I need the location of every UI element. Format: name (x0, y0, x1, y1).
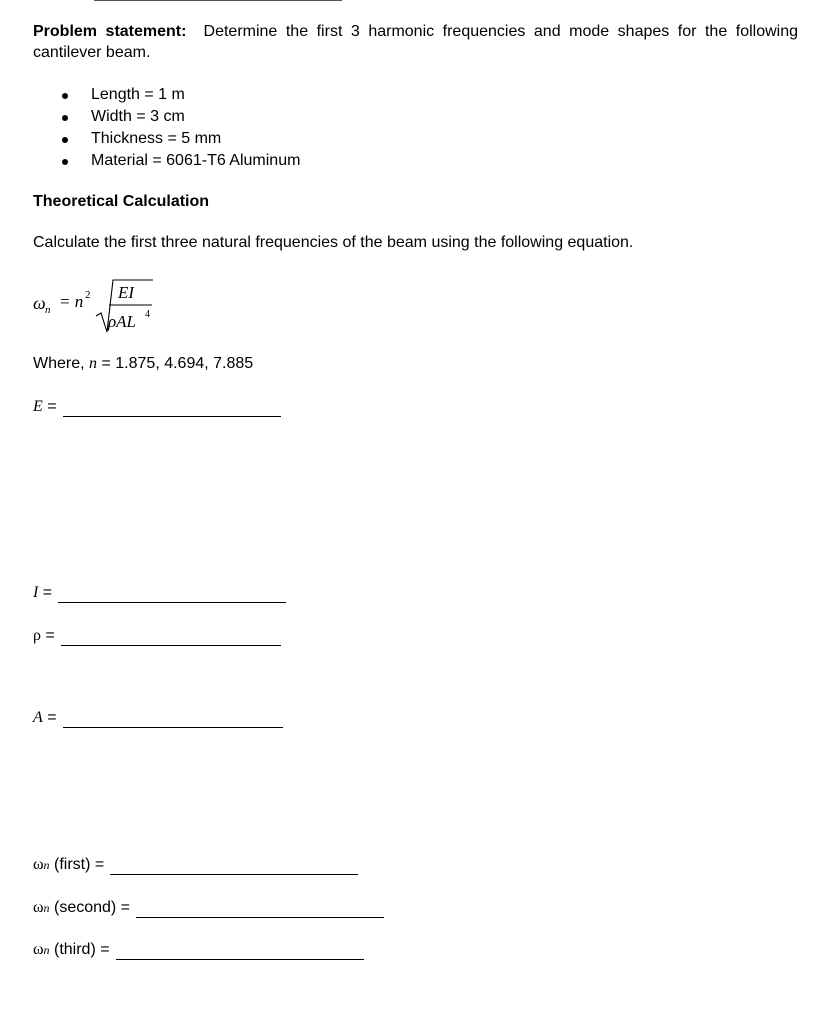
list-item: Thickness = 5 mm (0, 128, 300, 150)
bullet-icon (62, 137, 68, 143)
omega-third-field[interactable] (116, 943, 364, 960)
omega-second-row: ωn (second) = (33, 898, 384, 918)
top-divider (94, 0, 342, 1)
problem-label: Problem statement: (33, 23, 187, 40)
formula-numerator: EI (118, 283, 135, 302)
omega-third-row: ωn (third) = (33, 940, 364, 960)
i-answer-field[interactable] (58, 586, 286, 603)
list-item: Width = 3 cm (0, 106, 300, 128)
problem-text: Determine the first 3 harmonic frequencies and mode shapes for the following cantilever beam. (33, 23, 799, 61)
formula-omega: ω (33, 293, 46, 313)
list-item: Material = 6061-T6 Aluminum (0, 150, 300, 172)
list-item: Length = 1 m (0, 84, 300, 106)
section-title: Theoretical Calculation (33, 193, 210, 210)
e-answer-row: E = (33, 397, 281, 417)
rho-answer-field[interactable] (61, 629, 281, 646)
formula-sub-n: n (45, 304, 51, 316)
e-answer-field[interactable] (63, 400, 281, 417)
formula-denominator: ρAL (108, 312, 136, 331)
frequency-formula (30, 276, 160, 336)
omega-first-row: ωn (first) = (33, 855, 358, 875)
a-answer-field[interactable] (63, 711, 283, 728)
bullet-icon (62, 159, 68, 165)
omega-first-field[interactable] (110, 858, 358, 875)
where-line: Where, n = 1.875, 4.694, 7.885 (33, 355, 254, 372)
rho-answer-row: ρ = (33, 626, 281, 646)
problem-statement (33, 21, 798, 63)
instruction-text: Calculate the first three natural frequencies of the beam using the following equation. (33, 234, 634, 251)
formula-equals-n: = n (59, 292, 84, 311)
parameter-list (0, 84, 300, 172)
i-answer-row: I = (33, 583, 286, 603)
a-answer-row: A = (33, 708, 283, 728)
omega-second-field[interactable] (136, 901, 384, 918)
formula-denominator-exp: 4 (145, 309, 150, 320)
bullet-icon (62, 93, 68, 99)
bullet-icon (62, 115, 68, 121)
formula-exp: 2 (85, 289, 91, 301)
